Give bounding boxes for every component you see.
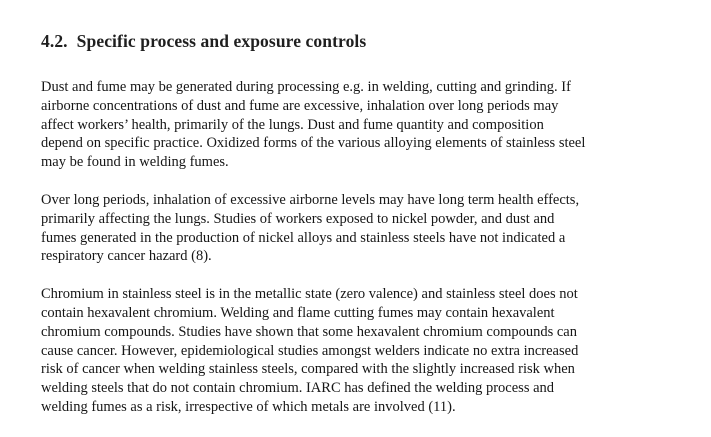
text-line: Dust and fume may be generated during processing e.g. in welding, cutting and grinding. If [41,79,571,95]
text-line: respiratory cancer hazard (8). [41,248,212,265]
section-heading [41,31,665,52]
text-line: cause cancer. However, epidemiological studies amongst welders indicate no extra increased [41,342,579,359]
text-line: welding fumes as a risk, irrespective of which metals are involved (11). [41,398,456,415]
paragraph-long-term-inhalation [41,191,665,266]
text-line: may be found in welding fumes. [41,154,229,171]
text-line: chromium compounds. Studies have shown that some hexavalent chromium compounds can [41,323,577,340]
text-line: Over long periods, inhalation of excessive airborne levels may have long term health effects, [41,191,580,208]
text-line: welding steels that do not contain chromium. IARC has defined the welding process and [41,380,555,397]
text-line: contain hexavalent chromium. Welding and flame cutting fumes may contain hexavalent [41,304,555,321]
text-line: depend on specific practice. Oxidized forms of the various alloying elements of stainless steel [41,135,586,152]
paragraph-chromium [41,285,665,417]
text-line: airborne concentrations of dust and fume are excessive, inhalation over long periods may [41,97,559,114]
section-title: Specific process and exposure controls [76,31,367,51]
text-line: affect workers’ health, primarily of the lungs. Dust and fume quantity and composition [41,116,544,133]
text-line: Chromium in stainless steel is in the metallic state (zero valence) and stainless steel does not [41,286,578,303]
text-line: primarily affecting the lungs. Studies of workers exposed to nickel powder, and dust and [41,210,555,227]
paragraph-dust-and-fume [41,78,665,172]
text-line: fumes generated in the production of nickel alloys and stainless steels have not indicated a [41,229,566,246]
section-number: 4.2. [41,31,68,51]
text-line: risk of cancer when welding stainless steels, compared with the slightly increased risk when [41,361,575,378]
